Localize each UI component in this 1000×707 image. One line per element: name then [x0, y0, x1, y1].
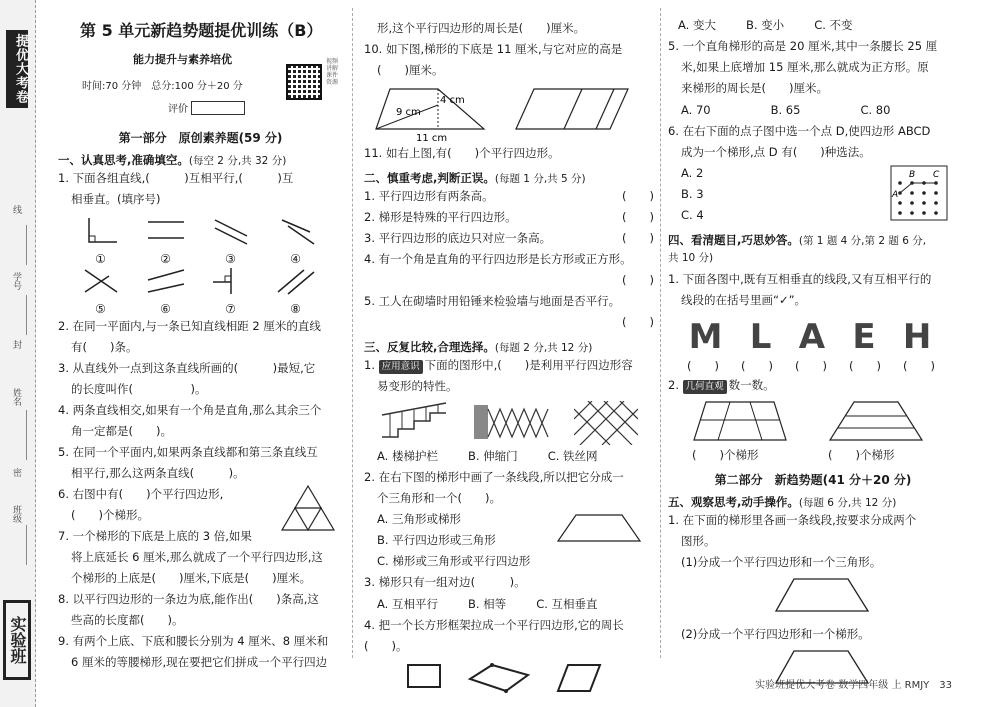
choice-4-option-a[interactable]: A. 变大 [678, 18, 716, 32]
letter-h-answer[interactable]: ( ) [903, 359, 935, 373]
sidebar-rule [26, 225, 27, 265]
letter-a-answer[interactable]: ( ) [795, 359, 827, 373]
letters-answer-row [676, 357, 946, 375]
rating-box[interactable] [191, 101, 245, 115]
judge-2: 2. 梯形是特殊的平行四边形。 ( ) [364, 207, 654, 228]
section2-title: 二、慎重考虑,判断正误。(每题 1 分,共 5 分) [364, 171, 586, 185]
line-pair-5: ⑤ [68, 266, 133, 316]
parallelogram-count-figure [512, 85, 632, 135]
choice-5-line-2: 米,如果上底增加 15 厘米,那么就成为正方形。原 [681, 60, 929, 74]
letter-h: H [902, 317, 934, 357]
near-parallel-icon [144, 266, 188, 296]
converging-lines-icon [274, 216, 318, 246]
question-6-line-1: 6. 右图中有( )个平行四边形, [58, 487, 224, 501]
letter-a: A [798, 317, 828, 357]
mark-1-line-1: 1. 下面各图中,既有互相垂直的线段,又有互相平行的 [668, 272, 932, 286]
choice-5-option-a[interactable]: A. 70 [681, 103, 711, 117]
line-pairs-figure [68, 216, 328, 316]
choice-5-option-b[interactable]: B. 65 [770, 103, 801, 117]
judge-4: 4. 有一个角是直角的平行四边形是长方形或正方形。 [364, 252, 632, 266]
point-b-label: B [909, 170, 916, 180]
choice-2-line-2: 个三角形和一个( )。 [377, 491, 501, 505]
choice-3-option-c[interactable]: C. 互相垂直 [536, 597, 598, 611]
question-2-line-2: 有( )条。 [71, 340, 138, 354]
retractable-gate-icon [472, 401, 552, 441]
judge-5-answer[interactable]: ( ) [622, 315, 654, 329]
question-7-line-3: 个梯形的上底是( )厘米,下底是( )厘米。 [71, 571, 312, 585]
brand-bottom-logo: 实验班 [3, 600, 31, 680]
wire-mesh-icon [574, 401, 638, 445]
letters-figure [676, 317, 946, 357]
point-a-label: A [892, 190, 899, 200]
judge-5-answer-row [364, 312, 654, 333]
question-4-line-2: 角一定都是( )。 [71, 424, 172, 438]
judge-5: 5. 工人在砌墙时用铅锤来检验墙与地面是否平行。 [364, 294, 621, 308]
brand-top-label: 提优大考卷 [6, 30, 28, 108]
choice-1-line-2: 易变形的特性。 [377, 379, 458, 393]
choice-3-option-b[interactable]: B. 相等 [467, 597, 507, 611]
choice-6-option-a[interactable]: A. 2 [681, 166, 704, 180]
exam-meta: 时间:70 分钟 总分:100 分＋20 分 [82, 81, 243, 92]
sidebar-rule [26, 295, 27, 335]
line-pair-3: ③ [198, 216, 263, 266]
question-6-line-2: ( )个梯形。 [71, 508, 149, 522]
count-answer-2[interactable]: ( )个梯形 [828, 448, 895, 462]
choice-1-option-c[interactable]: C. 铁丝网 [547, 449, 598, 463]
parallel-diagonal-icon [274, 266, 318, 296]
judge-4-answer-row [364, 270, 654, 291]
count-answer-1[interactable]: ( )个梯形 [692, 448, 759, 462]
tag-geometry: 几何直观 [683, 380, 727, 394]
sidebar-label-name: 姓名 [11, 388, 21, 406]
label-9cm: 9 cm [396, 107, 421, 118]
choice-3-option-a[interactable]: A. 互相平行 [377, 597, 438, 611]
stair-railing-icon [380, 401, 450, 441]
choice-1-options [364, 445, 654, 467]
letter-m: M [688, 317, 725, 357]
draw-1-part-2: (2)分成一个平行四边形和一个梯形。 [681, 627, 870, 641]
choice-4-options [668, 14, 958, 36]
dot-grid-figure [890, 165, 948, 221]
choice-3: 3. 梯形只有一组对边( )。 [364, 575, 526, 589]
draw-1-line-2: 图形。 [681, 534, 716, 548]
line-pair-7: ⑦ [198, 266, 263, 316]
mark-1-line-2: 线段的在括号里画“✓”。 [681, 293, 807, 307]
label-4cm: 4 cm [440, 95, 465, 106]
page-subtitle: 能力提升与素养培优 [133, 53, 232, 66]
choice-2-option-b[interactable]: B. 平行四边形或三角形 [377, 533, 496, 547]
question-5-line-1: 5. 在同一个平面内,如果两条直线都和第三条直线互 [58, 445, 318, 459]
trapezoid-count-figure-1 [692, 398, 788, 444]
choice-1-option-b[interactable]: B. 伸缩门 [467, 449, 518, 463]
question-1-line-2: 相垂直。(填序号) [71, 192, 161, 206]
count-figure-2 [828, 398, 924, 463]
question-8-line-1: 8. 以平行四边形的一条边为底,能作出( )条高,这 [58, 592, 319, 606]
sidebar-label-secret: 密 [11, 468, 21, 477]
letter-m-answer[interactable]: ( ) [687, 359, 719, 373]
column-3 [668, 18, 958, 690]
choice-4: 4. 把一个长方形框架拉成一个平行四边形,它的周长( )。 [364, 618, 624, 653]
section4-note-2: 共 10 分) [668, 252, 714, 264]
perpendicular-corner-icon [79, 216, 123, 246]
judge-1-answer[interactable]: ( ) [622, 189, 654, 203]
count-question: 2. 几何直观 数一数。 [668, 378, 775, 392]
letter-e: E [852, 317, 878, 357]
column-divider [352, 8, 353, 658]
parallelogram-frame-icon [554, 661, 604, 695]
sidebar-label-student-id: 学号 [11, 272, 21, 290]
sidebar-label-line: 线 [11, 205, 21, 214]
sidebar-label-seal: 封 [11, 340, 21, 349]
section4-title: 四、看清题目,巧思妙答。(第 1 题 4 分,第 2 题 6 分, [668, 233, 927, 247]
triangle-figure [280, 484, 336, 532]
choice-1-line-1: 1. 应用意识 下面的图形中,( )是利用平行四边形容 [364, 358, 633, 372]
sidebar-rule [26, 525, 27, 565]
letter-l: L [749, 317, 774, 357]
column-divider [660, 8, 661, 658]
part1-title: 第一部分 原创素养题(59 分) [118, 131, 283, 145]
tag-application: 应用意识 [379, 360, 423, 374]
question-7-line-2: 将上底延长 6 厘米,那么就成了一个平行四边形,这 [71, 550, 323, 564]
choice-6-line-1: 6. 在右下面的点子图中选一个点 D,使四边形 ABCD [668, 124, 931, 138]
choice-6-option-c[interactable]: C. 4 [681, 208, 704, 222]
question-11: 11. 如右上图,有( )个平行四边形。 [364, 146, 560, 160]
choice-1-figures [380, 401, 654, 445]
line-pair-2: ② [133, 216, 198, 266]
choice-2-line-1: 2. 在右下图的梯形中画了一条线段,所以把它分成一 [364, 470, 624, 484]
line-pair-8: ⑧ [263, 266, 328, 316]
choice-4-option-c[interactable]: C. 不变 [814, 18, 853, 32]
crossing-lines-icon [79, 266, 123, 296]
trapezoid-height-figure [372, 85, 492, 143]
section3-title: 三、反复比较,合理选择。(每题 2 分,共 12 分) [364, 340, 593, 354]
label-11cm: 11 cm [416, 133, 448, 143]
question-10-line-1: 10. 如下图,梯形的下底是 11 厘米,与它对应的高是 [364, 42, 623, 56]
question-9-line-1: 9. 有两个上底、下底和腰长分别为 4 厘米、8 厘米和 [58, 634, 329, 648]
line-pair-6: ⑥ [133, 266, 198, 316]
point-c-label: C [933, 170, 940, 180]
line-pair-4: ④ [263, 216, 328, 266]
choice-2-trapezoid [554, 511, 644, 545]
rectangle-frame-icon [404, 661, 444, 691]
question-2-line-1: 2. 在同一平面内,与一条已知直线相距 2 厘米的直线 [58, 319, 321, 333]
count-figures [692, 398, 958, 463]
judge-4-answer[interactable]: ( ) [622, 273, 654, 287]
question-3-line-2: 的长度叫作( )。 [71, 382, 207, 396]
judge-3: 3. 平行四边形的底边只对应一条高。 ( ) [364, 228, 654, 249]
choice-5-line-1: 5. 一个直角梯形的高是 20 厘米,其中一条腰长 25 厘 [668, 39, 938, 53]
part2-title: 第二部分 新趋势题(41 分＋20 分) [714, 473, 912, 487]
rating-label: 评价 [168, 104, 188, 115]
choice-6-line-2: 成为一个梯形,点 D 有( )种选法。 [681, 145, 871, 159]
question-4-line-1: 4. 两条直线相交,如果有一个角是直角,那么其余三个 [58, 403, 322, 417]
letter-l-answer[interactable]: ( ) [741, 359, 773, 373]
q10-figures [372, 85, 654, 143]
judge-3-answer[interactable]: ( ) [622, 231, 654, 245]
count-figure-1 [692, 398, 788, 463]
qr-code-icon [286, 64, 322, 100]
judge-1: 1. 平行四边形有两条高。 ( ) [364, 186, 654, 207]
section5-title: 五、观察思考,动手操作。(每题 6 分,共 12 分) [668, 495, 897, 509]
page-footer: 实验班提优大考卷 数学四年级 上 RMJY 33 [755, 680, 952, 691]
rating-field [168, 100, 343, 115]
choice-5-options [668, 99, 958, 121]
choice-6-option-b[interactable]: B. 3 [681, 187, 704, 201]
choice-1-option-a[interactable]: A. 楼梯护栏 [377, 449, 438, 463]
question-9-line-3: 形,这个平行四边形的周长是( )厘米。 [377, 21, 586, 35]
sidebar-label-class: 班级 [11, 505, 21, 523]
choice-4-figures [404, 661, 654, 697]
sidebar-rule [26, 410, 27, 460]
slanted-parallel-icon [209, 216, 253, 246]
line-pair-1: ① [68, 216, 133, 266]
question-9-line-2: 6 厘米的等腰梯形,现在要把它们拼成一个平行四边 [71, 655, 328, 669]
choice-2-option-a[interactable]: A. 三角形或梯形 [377, 512, 461, 526]
perpendicular-t-icon [209, 266, 253, 296]
draw-1-part-1: (1)分成一个平行四边形和一个三角形。 [681, 555, 882, 569]
question-1-line-1: 1. 下面各组直线,( )互相平行,( )互 [58, 171, 294, 185]
question-10-line-2: ( )厘米。 [377, 63, 444, 77]
question-3-line-1: 3. 从直线外一点到这条直线所画的( )最短,它 [58, 361, 316, 375]
question-8-line-2: 些高的长度都( )。 [71, 613, 184, 627]
question-5-line-2: 相平行,那么这两条直线( )。 [71, 466, 245, 480]
qr-note: 视频讲解课件资源 [326, 58, 339, 86]
draw-trapezoid-1[interactable] [772, 575, 872, 615]
page-title: 第 5 单元新趋势题提优训练（B） [80, 21, 323, 40]
deform-frame-icon [466, 661, 532, 697]
trapezoid-count-figure-2 [828, 398, 924, 444]
letter-e-answer[interactable]: ( ) [849, 359, 881, 373]
question-7-line-1: 7. 一个梯形的下底是上底的 3 倍,如果 [58, 529, 252, 543]
choice-5-option-c[interactable]: C. 80 [860, 103, 891, 117]
choice-2-option-c[interactable]: C. 梯形或三角形或平行四边形 [377, 554, 531, 568]
choice-5-line-3: 来梯形的周长是( )厘米。 [681, 81, 828, 95]
section1-title: 一、认真思考,准确填空。(每空 2 分,共 32 分) [58, 153, 287, 167]
binding-sidebar [0, 0, 36, 707]
choice-3-options [364, 593, 654, 615]
parallel-lines-icon [144, 216, 188, 246]
column-2 [364, 18, 654, 697]
judge-2-answer[interactable]: ( ) [622, 210, 654, 224]
column-1 [58, 18, 343, 673]
choice-4-option-b[interactable]: B. 变小 [745, 18, 785, 32]
draw-1-line-1: 1. 在下面的梯形里各画一条线段,按要求分成两个 [668, 513, 917, 527]
